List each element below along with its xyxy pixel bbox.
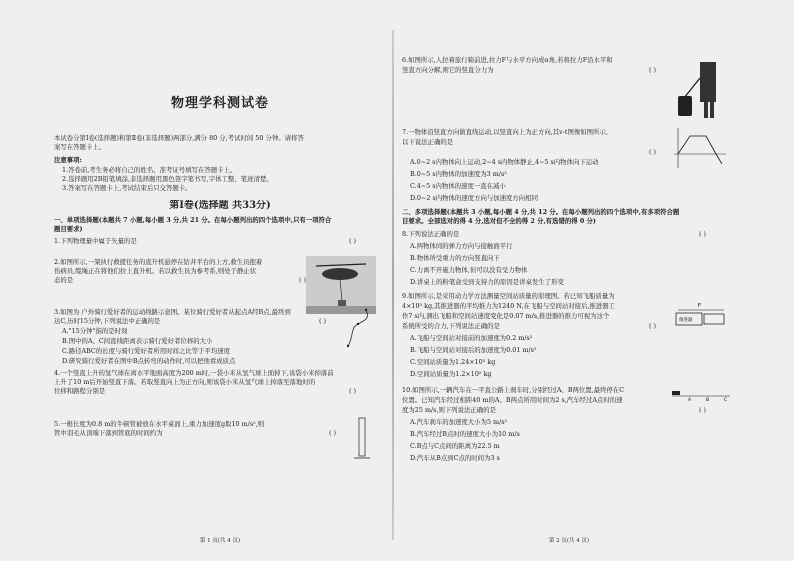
q10-line-3: 度为25 m/s,则下列说法正确的是 xyxy=(402,406,496,414)
page-fold xyxy=(392,30,394,540)
q9-option-c: C.空间站质量为1.24×10⁵ kg xyxy=(410,358,496,366)
q7-option-a: A.0~2 s内物体向上运动,2~4 s内物体静止,4~5 s内物体向下运动 xyxy=(410,158,599,166)
q7-line-1: 7.一物体沿竖直方向做直线运动,以竖直向上为正方向,其v-t图像如图所示, xyxy=(402,128,608,136)
q9-option-a: A.飞船与空间站对接前的加速度为0.2 m/s² xyxy=(410,334,533,342)
spacecraft-docking-figure xyxy=(672,300,730,330)
q4-line-1: 4.一个竖直上升的氢气球在离水平地面高度为200 m时,一袋小米从氢气球上面掉下,该袋小米掉落前 xyxy=(54,369,334,377)
q9-option-b: B.飞船与空间站对接后的加速度为0.01 m/s² xyxy=(410,346,537,354)
q2-line-1: 2.如图所示,一架执行救援任务的直升机悬停在钻井平台的上方,救生员抱着 xyxy=(54,258,263,266)
q3-option-c: C.路径ABC的长度与骑行爱好者所用时间之比等于平均速度 xyxy=(62,347,230,355)
q3-option-b: B.图中的A、C间直线距离表示骑行爱好者位移的大小 xyxy=(62,337,213,345)
right-page-footer: 第 2 页(共 4 页) xyxy=(548,538,590,544)
q6-answer-paren: ( ) xyxy=(648,66,656,74)
part-1-line-1: 一、单项选择题(本题共 7 小题,每小题 3 分,共 21 分。在每小题列出的四个选项中,只有一项符合 xyxy=(54,216,332,224)
point-b-label: B xyxy=(706,398,710,402)
q8-stem: 8.下列说法正确的是 xyxy=(402,230,460,238)
q10-option-a: A.汽车刹车的加速度大小为5 m/s² xyxy=(410,418,508,426)
q4-line-3: 位移和路程分别是 xyxy=(54,387,106,395)
q9-line-3: 作7 s内,测出飞船和空间站速度变化是0.07 m/s,推进器的推力可视为这个 xyxy=(402,312,610,320)
point-a-label: A xyxy=(688,398,692,402)
exam-title: 物理学科测试卷 xyxy=(170,96,269,111)
note-1: 1.答卷前,考生务必将自己的姓名、准考证号填写在答题卡上。 xyxy=(62,166,237,174)
q5-line-1: 5.一根长度为0.8 m的牛顿管被放在水平桌面上,重力加速度g取10 m/s²,则 xyxy=(54,420,265,428)
suitcase-figure xyxy=(678,58,728,122)
q10-option-b: B.汽车经过B点时的速度大小为10 m/s xyxy=(410,430,520,438)
intro-line-1: 本试卷分第Ⅰ卷(选择题)和第Ⅱ卷(非选择题)两部分,满分 80 分,考试时间 50 分钟。请将答 xyxy=(54,134,304,142)
q9-line-2: 4×10³ kg,其推进器的平均推力为1240 N,在飞船与空间站对接后,推进器工 xyxy=(402,302,616,310)
point-c-label: C xyxy=(724,398,728,402)
q9-line-4: 系统所受的合力,下列说法正确的是 xyxy=(402,322,500,330)
note-3: 3.答案写在答题卡上,考试结束后只交答题卡。 xyxy=(62,184,192,192)
q3-line-1: 3.如图为 户外骑行爱好者的运动线路示意图。某位骑行爱好者从起点A经B点,最终到 xyxy=(54,308,291,316)
part-1-line-2: 题目要求) xyxy=(54,225,83,233)
left-page xyxy=(54,18,386,548)
q9-answer-paren: ( ) xyxy=(648,322,656,330)
car-braking-figure xyxy=(670,388,732,402)
q4-line-2: 上升了10 m后开始竖直下落。若取竖直向上为正方向,则该袋小米从氢气球上掉落至落地时的 xyxy=(54,378,316,386)
thruster-label: 推进器 xyxy=(679,318,693,323)
q7-option-d: D.0~2 s内物体的速度方向与加速度方向相同 xyxy=(410,194,538,202)
q7-option-c: C.4~5 s内物体的速度一直在减小 xyxy=(410,182,506,190)
part-2-line-1: 二、多项选择题(本题共 3 小题,每小题 4 分,共 12 分。在每小题列出的四个选项中,有多项符合题 xyxy=(402,208,680,216)
q10-line-2: 位置。已知汽车经过相距40 m的A、B两点所用时间为2 s,汽车经过A点时的速 xyxy=(402,396,623,404)
q3-answer-paren: ( ) xyxy=(318,317,326,325)
q9-line-1: 9.如图所示,是采用动力学方法测量空间站质量的原理图。若已知飞船质量为 xyxy=(402,292,615,300)
right-page xyxy=(402,18,736,548)
q6-line-2: 竖直方向分解,则它的竖直分力为 xyxy=(402,66,494,74)
q8-option-c: C.力离不开施力物体,但可以没有受力物体 xyxy=(410,266,528,274)
left-page-footer: 第 1 页(共 4 页) xyxy=(199,538,241,544)
q10-line-1: 10.如图所示,一辆汽车在一平直公路上刹车时,分别经过A、B两位置,最终停在C xyxy=(402,386,625,394)
q8-answer-paren: ( ) xyxy=(698,230,706,238)
q8-option-a: A.两物体间的弹力方向与接触面平行 xyxy=(410,242,513,250)
note-2: 2.选择题用2B铅笔填涂,非选择题用黑色签字笔书写,字体工整、笔迹清楚。 xyxy=(62,175,273,183)
q5-line-2: 管中羽毛从顶端下落到管底的时间约为 xyxy=(54,429,163,437)
q3-option-d: D.研究骑行爱好者在图中B点转弯的动作时,可以把他看成质点 xyxy=(62,357,236,365)
q5-answer-paren: ( ) xyxy=(328,429,336,437)
q3-line-2: 达C,历时15分钟,下列说法中正确的是 xyxy=(54,317,161,325)
q2-line-3: 态的是 xyxy=(54,276,74,284)
q7-line-2: 以下说法正确的是 xyxy=(402,138,454,146)
q6-line-1: 6.如图所示,人拉着旅行箱前进,拉力F与水平方向成α角,若将拉力F沿水平和 xyxy=(402,56,613,64)
intro-line-2: 案写在答题卡上。 xyxy=(54,143,106,151)
force-label: F xyxy=(698,303,701,309)
notes-title: 注意事项: xyxy=(54,156,82,164)
section-1-heading: 第Ⅰ卷(选择题 共33分) xyxy=(169,200,271,211)
q9-option-d: D.空间站质量为1.2×10⁵ kg xyxy=(410,370,492,378)
cycling-route-figure xyxy=(344,306,380,352)
newton-tube-figure xyxy=(352,416,372,462)
vt-graph-figure xyxy=(672,124,728,172)
q8-option-b: B.物体所受重力的方向竖直向下 xyxy=(410,254,500,262)
q3-option-a: A."15分钟"指的是时刻 xyxy=(62,327,128,335)
q10-answer-paren: ( ) xyxy=(698,406,706,414)
q8-option-d: D.讲桌上的粉笔盒受到支持力的原因是讲桌发生了形变 xyxy=(410,278,564,286)
q2-line-2: 伤病员,缆绳正在将他们拉上直升机。若以救生员为参考系,则处于静止状 xyxy=(54,267,257,275)
part-2-line-2: 目要求。全部选对的得 4 分,选对但不全的得 2 分,有选错的得 0 分) xyxy=(402,217,596,225)
q1-stem: 1.下列物理量中属于矢量的是 xyxy=(54,237,137,245)
q10-option-d: D.汽车从B点到C点的时间为3 s xyxy=(410,454,500,462)
q10-option-c: C.B点与C点间的距离为22.5 m xyxy=(410,442,500,450)
q1-answer-paren: ( ) xyxy=(348,237,356,245)
q4-answer-paren: ( ) xyxy=(348,387,356,395)
q7-answer-paren: ( ) xyxy=(648,148,656,156)
q7-option-b: B.0~5 s内物体的加速度为3 m/s² xyxy=(410,170,507,178)
q2-answer-paren: ( ) xyxy=(298,276,306,284)
